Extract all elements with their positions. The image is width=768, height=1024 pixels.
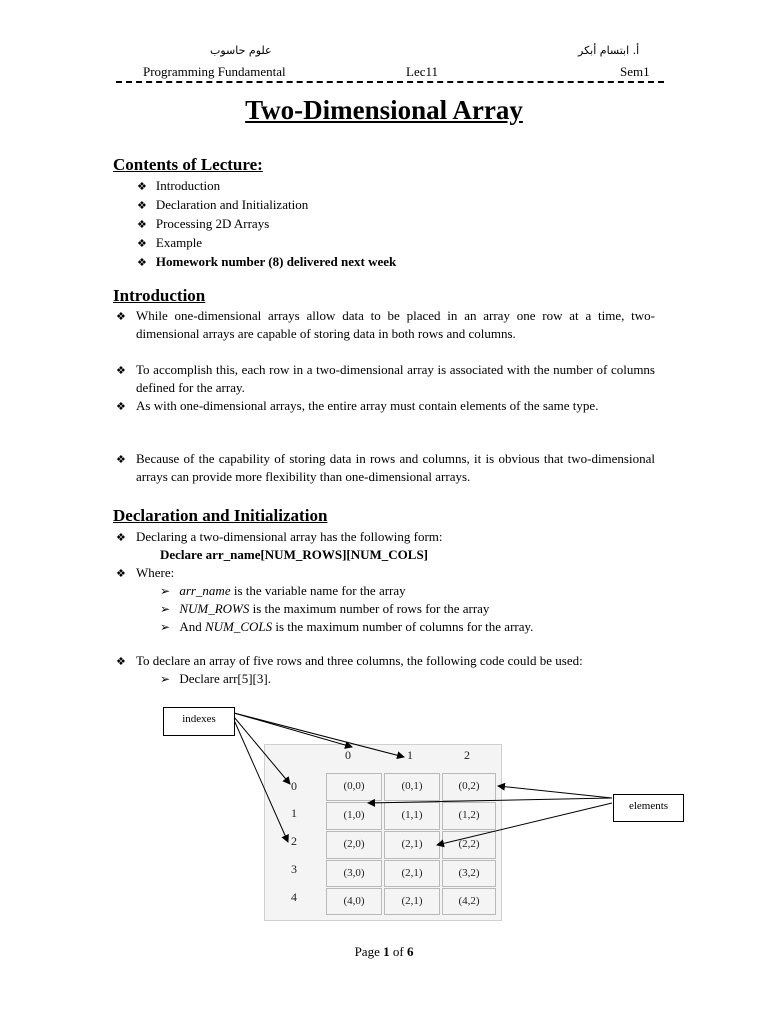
page-number: 1 <box>383 944 390 959</box>
array-cell: (0,1) <box>384 773 440 801</box>
array-cell: (3,0) <box>326 860 382 887</box>
array-cell: (2,1) <box>384 888 440 915</box>
array-cell: (2,0) <box>326 831 382 859</box>
declaration-form: Declare arr_name[NUM_ROWS][NUM_COLS] <box>160 547 429 562</box>
array-cell: (3,2) <box>442 860 496 887</box>
where-item-2: ➢ NUM_ROWS is the maximum number of rows for the array <box>160 601 490 616</box>
intro-bullet-2: To accomplish this, each row in a two-dimensional array is associated with the number of columns defined for the array. <box>136 362 655 395</box>
contents-item: ❖ Introduction <box>137 178 221 193</box>
declaration-where: Where: <box>136 565 175 580</box>
diamond-bullet-icon: ❖ <box>137 200 147 212</box>
indexes-label: indexes <box>182 713 216 725</box>
header-lecture: Lec11 <box>406 64 438 79</box>
arrowhead-bullet-icon: ➢ <box>160 602 171 616</box>
column-index-0: 0 <box>345 748 351 762</box>
where-item-1: ➢ arr_name is the variable name for the array <box>160 583 406 598</box>
array-cell: (2,1) <box>384 860 440 887</box>
row-index-3: 3 <box>291 862 297 876</box>
array-cell: (4,0) <box>326 888 382 915</box>
array-cell: (1,2) <box>442 802 496 830</box>
array-cell: (2,2) <box>442 831 496 859</box>
contents-item: ❖ Processing 2D Arrays <box>137 216 270 231</box>
element-arrow-0-2 <box>498 786 612 798</box>
elements-label: elements <box>628 800 669 812</box>
array-cell: (4,2) <box>442 888 496 915</box>
diamond-bullet-icon: ❖ <box>116 311 126 323</box>
page-total: 6 <box>406 944 414 959</box>
arrowhead-bullet-icon: ➢ <box>160 672 171 686</box>
diamond-bullet-icon: ❖ <box>116 568 126 580</box>
element-arrow-1-0 <box>368 798 612 803</box>
declaration-bullet-1: Declaring a two-dimensional array has the following form: <box>136 529 443 544</box>
arrowhead-bullet-icon: ➢ <box>160 620 171 634</box>
diamond-bullet-icon: ❖ <box>137 238 147 250</box>
declaration-code: ➢ Declare arr[5][3]. <box>160 671 271 686</box>
row-index-2: 2 <box>291 834 297 848</box>
index-arrow-col-0 <box>234 713 352 747</box>
intro-bullet-1: While one-dimensional arrays allow data to be placed in an array one row at a time, two-dimensional arrays are capable of storing data in both rows and columns. <box>136 308 655 341</box>
header-course: Programming Fundamental <box>143 64 286 79</box>
row-index-4: 4 <box>291 890 297 904</box>
page-title: Two-Dimensional Array <box>245 95 523 125</box>
contents-item: ❖ Declaration and Initialization <box>137 197 309 212</box>
array-cell: (1,0) <box>326 802 382 830</box>
header-arabic-right: أ. ابتسام أبكر <box>578 44 640 57</box>
diamond-bullet-icon: ❖ <box>137 219 147 231</box>
column-index-2: 2 <box>464 748 470 762</box>
diamond-bullet-icon: ❖ <box>116 365 126 377</box>
array-cell: (0,0) <box>326 773 382 801</box>
array-cell: (2,1) <box>384 831 440 859</box>
index-arrow-col-1 <box>234 713 404 757</box>
declaration-bullet-2: To declare an array of five rows and three columns, the following code could be used: <box>136 653 583 668</box>
diamond-bullet-icon: ❖ <box>116 454 126 466</box>
contents-item: ❖ Example <box>137 235 203 250</box>
header-arabic-left: علوم حاسوب <box>210 44 272 57</box>
introduction-heading: Introduction <box>113 286 206 305</box>
arrowhead-bullet-icon: ➢ <box>160 584 171 598</box>
element-arrow-2-1 <box>437 803 612 845</box>
page-footer: Page 1 of 6 <box>354 944 414 959</box>
row-index-1: 1 <box>291 806 297 820</box>
array-cell: (1,1) <box>384 802 440 830</box>
contents-heading: Contents of Lecture: <box>113 155 263 174</box>
row-index-0: 0 <box>291 779 297 793</box>
intro-bullet-4: Because of the capability of storing data in rows and columns, it is obvious that two-dimensional arrays can provide more flexibility than one-dimensional arrays. <box>136 451 655 484</box>
declaration-heading: Declaration and Initialization <box>113 506 328 525</box>
diamond-bullet-icon: ❖ <box>137 181 147 193</box>
diamond-bullet-icon: ❖ <box>116 656 126 668</box>
array-cell: (0,2) <box>442 773 496 801</box>
index-arrow-row-2 <box>234 720 288 842</box>
contents-item: ❖ Homework number (8) delivered next week <box>137 254 397 269</box>
elements-label-box <box>613 794 684 822</box>
intro-bullet-3: As with one-dimensional arrays, the entire array must contain elements of the same type. <box>136 398 599 413</box>
diamond-bullet-icon: ❖ <box>137 257 147 269</box>
header-semester: Sem1 <box>620 64 650 79</box>
diamond-bullet-icon: ❖ <box>116 401 126 413</box>
column-index-1: 1 <box>407 748 413 762</box>
where-item-3: ➢ And NUM_COLS is the maximum number of columns for the array. <box>160 619 534 634</box>
diamond-bullet-icon: ❖ <box>116 532 126 544</box>
indexes-label-box <box>163 707 235 736</box>
